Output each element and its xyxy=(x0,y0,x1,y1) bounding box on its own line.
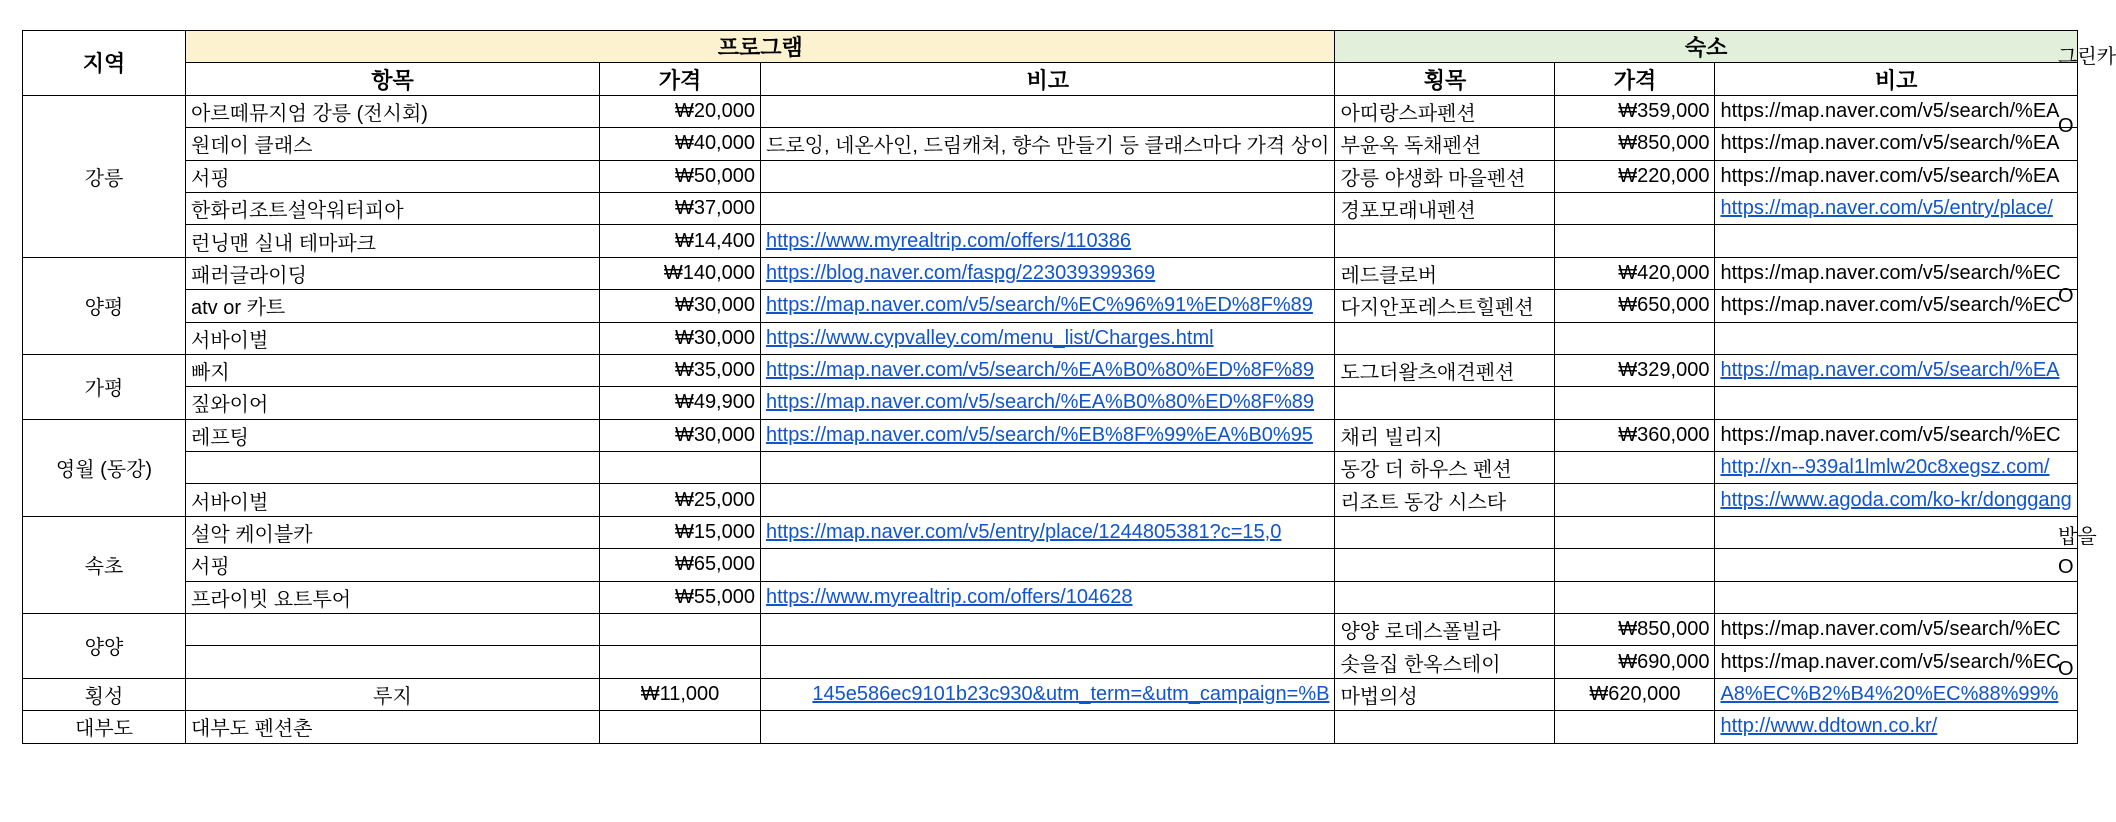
accommodation-price-cell[interactable]: ₩850,000 xyxy=(1555,128,1715,160)
side-cell[interactable]: O xyxy=(2058,556,2074,578)
region-cell[interactable]: 강릉 xyxy=(23,95,186,257)
accommodation-price-cell[interactable] xyxy=(1555,192,1715,224)
program-note-cell[interactable] xyxy=(761,646,1335,678)
accommodation-item-cell[interactable] xyxy=(1335,225,1555,257)
spreadsheet-table xyxy=(22,30,2078,744)
region-cell[interactable]: 속초 xyxy=(23,516,186,613)
program-price-header[interactable]: 가격 xyxy=(600,63,761,95)
program-price-cell[interactable]: ₩50,000 xyxy=(600,160,761,192)
accommodation-price-cell[interactable] xyxy=(1555,484,1715,516)
accommodation-item-cell[interactable]: 솟을집 한옥스테이 xyxy=(1335,646,1555,678)
program-item-cell[interactable]: 서핑 xyxy=(186,549,600,581)
side-cell[interactable]: O xyxy=(2058,658,2074,680)
program-price-cell[interactable]: ₩40,000 xyxy=(600,128,761,160)
accommodation-price-cell[interactable]: ₩650,000 xyxy=(1555,290,1715,322)
table-row xyxy=(23,257,2078,289)
program-price-cell[interactable]: ₩20,000 xyxy=(600,95,761,127)
accommodation-price-cell[interactable] xyxy=(1555,516,1715,548)
table-row xyxy=(23,646,2078,678)
program-item-cell[interactable] xyxy=(186,614,600,646)
table-row xyxy=(23,516,2078,548)
table-row xyxy=(23,128,2078,160)
program-note-link[interactable]: https://map.naver.com/v5/search/%EC%96%91%ED%8F%89 xyxy=(761,290,1335,322)
accommodation-price-cell[interactable] xyxy=(1555,452,1715,484)
program-price-cell[interactable]: ₩15,000 xyxy=(600,516,761,548)
table-row xyxy=(23,160,2078,192)
program-price-cell[interactable]: ₩25,000 xyxy=(600,484,761,516)
accommodation-price-cell[interactable]: ₩220,000 xyxy=(1555,160,1715,192)
accommodation-note-cell[interactable] xyxy=(1715,322,2077,354)
program-price-cell[interactable]: ₩30,000 xyxy=(600,290,761,322)
table-row xyxy=(23,614,2078,646)
table-row xyxy=(23,484,2078,516)
accommodation-price-cell[interactable] xyxy=(1555,387,1715,419)
program-note-cell[interactable]: 드로잉, 네온사인, 드림캐쳐, 향수 만들기 등 클래스마다 가격 상이 xyxy=(761,128,1335,160)
region-cell[interactable]: 영월 (동강) xyxy=(23,419,186,516)
table-row xyxy=(23,225,2078,257)
program-note-link[interactable] xyxy=(761,678,1335,710)
program-item-cell[interactable]: 빠지 xyxy=(186,354,600,386)
program-item-cell[interactable]: 패러글라이딩 xyxy=(186,257,600,289)
program-item-cell[interactable]: 한화리조트설악워터피아 xyxy=(186,192,600,224)
program-note-cell[interactable] xyxy=(761,95,1335,127)
program-note-header[interactable]: 비고 xyxy=(761,63,1335,95)
accommodation-item-cell[interactable]: 동강 더 하우스 펜션 xyxy=(1335,452,1555,484)
side-cell[interactable]: O xyxy=(2058,115,2074,137)
accommodation-price-cell[interactable] xyxy=(1555,322,1715,354)
program-price-cell[interactable]: ₩65,000 xyxy=(600,549,761,581)
region-cell[interactable]: 횡성 xyxy=(23,678,186,710)
accommodation-note-cell[interactable]: https://map.naver.com/v5/search/%EC xyxy=(1715,290,2077,322)
accommodation-item-cell[interactable] xyxy=(1335,516,1555,548)
program-note-link[interactable]: https://www.myrealtrip.com/offers/110386 xyxy=(761,225,1335,257)
program-note-cell[interactable] xyxy=(761,160,1335,192)
accommodation-price-cell[interactable] xyxy=(1555,549,1715,581)
accommodation-item-cell[interactable] xyxy=(1335,549,1555,581)
region-cell[interactable]: 대부도 xyxy=(23,711,186,743)
table-row xyxy=(23,354,2078,386)
accommodation-note-cell[interactable]: https://map.naver.com/v5/search/%EC xyxy=(1715,419,2077,451)
accommodation-price-cell[interactable]: ₩329,000 xyxy=(1555,354,1715,386)
accommodation-item-cell[interactable]: 경포모래내펜션 xyxy=(1335,192,1555,224)
accommodation-price-cell[interactable]: ₩359,000 xyxy=(1555,95,1715,127)
accommodation-price-cell[interactable] xyxy=(1555,225,1715,257)
program-item-cell[interactable]: 레프팅 xyxy=(186,419,600,451)
table-row xyxy=(23,387,2078,419)
accommodation-item-cell[interactable]: 레드클로버 xyxy=(1335,257,1555,289)
program-note-link[interactable]: https://map.naver.com/v5/search/%EA%B0%80%ED%8F%89 xyxy=(761,354,1335,386)
region-cell[interactable]: 양양 xyxy=(23,614,186,679)
accommodation-item-cell[interactable]: 강릉 야생화 마을펜션 xyxy=(1335,160,1555,192)
program-item-cell[interactable]: 루지 xyxy=(186,678,600,710)
program-item-cell[interactable] xyxy=(186,452,600,484)
accommodation-note-link[interactable]: https://map.naver.com/v5/entry/place/ xyxy=(1715,192,2077,224)
accommodation-price-cell[interactable]: ₩620,000 xyxy=(1555,678,1715,710)
table-row xyxy=(23,581,2078,613)
program-note-cell[interactable] xyxy=(761,452,1335,484)
program-price-cell[interactable] xyxy=(600,711,761,743)
program-item-cell[interactable]: 짚와이어 xyxy=(186,387,600,419)
program-price-cell[interactable]: ₩49,900 xyxy=(600,387,761,419)
accommodation-price-header[interactable]: 가격 xyxy=(1555,63,1715,95)
program-note-link[interactable]: https://map.naver.com/v5/search/%EA%B0%80%ED%8F%89 xyxy=(761,387,1335,419)
program-item-cell[interactable]: 대부도 펜션촌 xyxy=(186,711,600,743)
accommodation-item-cell[interactable] xyxy=(1335,581,1555,613)
accommodation-item-cell[interactable]: 마법의성 xyxy=(1335,678,1555,710)
accommodation-item-header[interactable]: 횡목 xyxy=(1335,63,1555,95)
accommodation-item-cell[interactable]: 부윤옥 독채펜션 xyxy=(1335,128,1555,160)
program-header[interactable]: 프로그램 xyxy=(186,31,1335,63)
program-price-cell[interactable]: ₩35,000 xyxy=(600,354,761,386)
accommodation-note-cell[interactable] xyxy=(1715,387,2077,419)
program-item-cell[interactable]: 런닝맨 실내 테마파크 xyxy=(186,225,600,257)
table-row xyxy=(23,678,2078,710)
accommodation-item-cell[interactable]: 리조트 동강 시스타 xyxy=(1335,484,1555,516)
accommodation-note-cell[interactable] xyxy=(1715,581,2077,613)
accommodation-note-cell[interactable]: https://map.naver.com/v5/search/%EC xyxy=(1715,614,2077,646)
table-row xyxy=(23,95,2078,127)
accommodation-note-cell[interactable]: https://map.naver.com/v5/search/%EC xyxy=(1715,646,2077,678)
accommodation-note-cell[interactable]: https://map.naver.com/v5/search/%EA xyxy=(1715,95,2077,127)
program-item-cell[interactable]: atv or 카트 xyxy=(186,290,600,322)
program-price-cell[interactable]: ₩55,000 xyxy=(600,581,761,613)
program-item-cell[interactable]: 아르떼뮤지엄 강릉 (전시회) xyxy=(186,95,600,127)
accommodation-price-cell[interactable]: ₩850,000 xyxy=(1555,614,1715,646)
accommodation-note-link[interactable]: http://www.ddtown.co.kr/ xyxy=(1715,711,2077,743)
table-row xyxy=(23,322,2078,354)
accommodation-item-cell[interactable]: 도그더왈츠애견펜션 xyxy=(1335,354,1555,386)
table-row xyxy=(23,290,2078,322)
program-price-cell[interactable] xyxy=(600,646,761,678)
program-price-cell[interactable]: ₩140,000 xyxy=(600,257,761,289)
accommodation-item-cell[interactable] xyxy=(1335,711,1555,743)
table-row xyxy=(23,452,2078,484)
program-note-cell[interactable] xyxy=(761,614,1335,646)
program-note-link[interactable]: https://map.naver.com/v5/search/%EB%8F%99%EA%B0%95 xyxy=(761,419,1335,451)
accommodation-item-cell[interactable]: 채리 빌리지 xyxy=(1335,419,1555,451)
accommodation-note-link[interactable]: A8%EC%B2%B4%20%EC%88%99% xyxy=(1715,678,2077,710)
accommodation-price-cell[interactable]: ₩690,000 xyxy=(1555,646,1715,678)
accommodation-item-cell[interactable]: 양양 로데스폴빌라 xyxy=(1335,614,1555,646)
program-note-link-text[interactable]: 145e586ec9101b23c930&utm_term=&utm_campaign=%B xyxy=(812,683,1330,705)
program-note-link[interactable]: https://www.cypvalley.com/menu_list/Charges.html xyxy=(761,322,1335,354)
accommodation-header[interactable]: 숙소 xyxy=(1335,31,2077,63)
program-item-cell[interactable]: 설악 케이블카 xyxy=(186,516,600,548)
header-row-top xyxy=(23,31,2078,63)
accommodation-price-cell[interactable] xyxy=(1555,581,1715,613)
program-note-cell[interactable] xyxy=(761,711,1335,743)
accommodation-note-cell[interactable]: https://map.naver.com/v5/search/%EA xyxy=(1715,160,2077,192)
program-item-cell[interactable] xyxy=(186,646,600,678)
accommodation-item-cell[interactable]: 다지안포레스트힐펜션 xyxy=(1335,290,1555,322)
accommodation-note-cell[interactable]: https://map.naver.com/v5/search/%EC xyxy=(1715,257,2077,289)
accommodation-item-cell[interactable] xyxy=(1335,322,1555,354)
region-cell[interactable]: 양평 xyxy=(23,257,186,354)
region-cell[interactable]: 가평 xyxy=(23,354,186,419)
program-price-cell[interactable] xyxy=(600,452,761,484)
program-item-header[interactable]: 항목 xyxy=(186,63,600,95)
table-row xyxy=(23,711,2078,743)
accommodation-note-link[interactable]: http://xn--939al1lmlw20c8xegsz.com/ xyxy=(1715,452,2077,484)
program-price-cell[interactable]: ₩30,000 xyxy=(600,322,761,354)
accommodation-note-cell[interactable] xyxy=(1715,225,2077,257)
side-cell[interactable]: 밥을 xyxy=(2058,526,2097,548)
program-note-link[interactable]: https://blog.naver.com/faspg/223039399369 xyxy=(761,257,1335,289)
accommodation-note-cell[interactable] xyxy=(1715,549,2077,581)
program-note-cell[interactable] xyxy=(761,484,1335,516)
program-item-cell[interactable]: 서바이벌 xyxy=(186,322,600,354)
accommodation-note-cell[interactable]: https://map.naver.com/v5/search/%EA xyxy=(1715,128,2077,160)
program-price-cell[interactable] xyxy=(600,614,761,646)
accommodation-item-cell[interactable] xyxy=(1335,387,1555,419)
program-item-cell[interactable]: 서핑 xyxy=(186,160,600,192)
accommodation-item-cell[interactable]: 아띠랑스파펜션 xyxy=(1335,95,1555,127)
header-row-columns xyxy=(23,63,2078,95)
accommodation-price-cell[interactable] xyxy=(1555,711,1715,743)
accommodation-note-header[interactable]: 비고 xyxy=(1715,63,2077,95)
program-item-cell[interactable]: 프라이빗 요트투어 xyxy=(186,581,600,613)
program-price-cell[interactable]: ₩11,000 xyxy=(600,678,761,710)
accommodation-price-cell[interactable]: ₩360,000 xyxy=(1555,419,1715,451)
accommodation-note-cell[interactable] xyxy=(1715,516,2077,548)
program-note-cell[interactable] xyxy=(761,192,1335,224)
program-price-cell[interactable]: ₩30,000 xyxy=(600,419,761,451)
program-item-cell[interactable]: 원데이 클래스 xyxy=(186,128,600,160)
accommodation-note-link[interactable]: https://www.agoda.com/ko-kr/donggang xyxy=(1715,484,2077,516)
table-row xyxy=(23,192,2078,224)
accommodation-price-cell[interactable]: ₩420,000 xyxy=(1555,257,1715,289)
side-cell[interactable]: O xyxy=(2058,285,2074,307)
sheet-body xyxy=(23,95,2078,743)
program-note-cell[interactable] xyxy=(761,549,1335,581)
program-price-cell[interactable]: ₩37,000 xyxy=(600,192,761,224)
table-row xyxy=(23,549,2078,581)
program-item-cell[interactable]: 서바이벌 xyxy=(186,484,600,516)
table-row xyxy=(23,419,2078,451)
program-price-cell[interactable]: ₩14,400 xyxy=(600,225,761,257)
side-column-header[interactable]: 그린카 xyxy=(2058,46,2116,68)
accommodation-note-link[interactable]: https://map.naver.com/v5/search/%EA xyxy=(1715,354,2077,386)
program-note-link[interactable]: https://map.naver.com/v5/entry/place/1244805381?c=15,0 xyxy=(761,516,1335,548)
region-header[interactable]: 지역 xyxy=(23,31,186,96)
program-note-link[interactable]: https://www.myrealtrip.com/offers/104628 xyxy=(761,581,1335,613)
